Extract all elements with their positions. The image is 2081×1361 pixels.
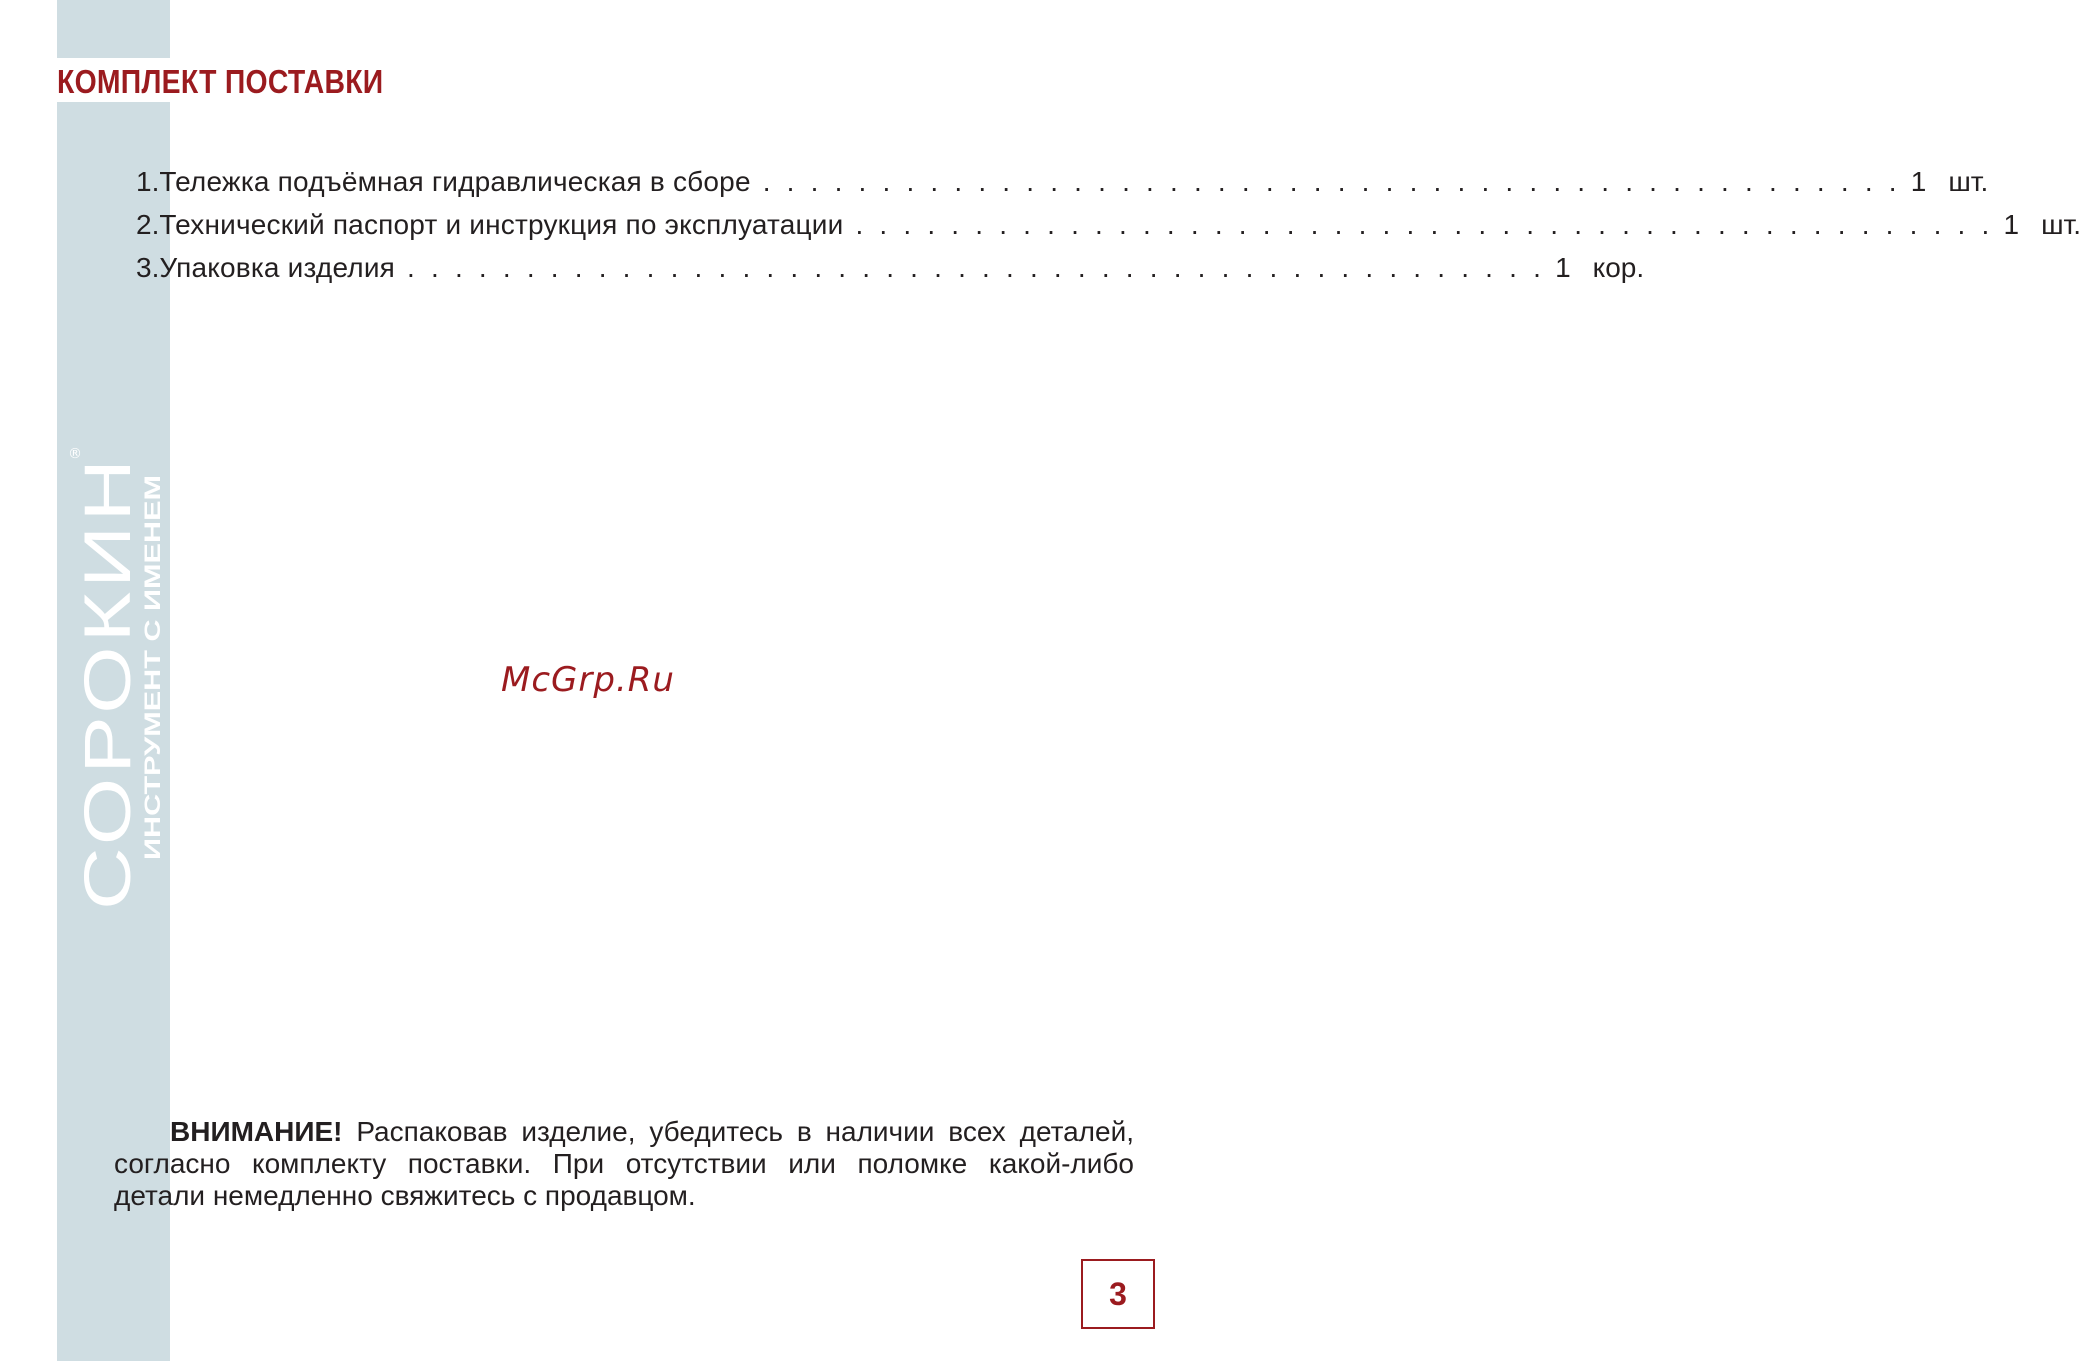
- brand-tagline: ИНСТРУМЕНТ С ИМЕНЕМ: [140, 583, 165, 860]
- page-number: 3: [1081, 1259, 1155, 1329]
- item-number: 2.: [136, 209, 160, 240]
- item-unit: кор.: [1592, 252, 1645, 283]
- list-item: [128, 246, 1645, 289]
- item-name: Тележка подъёмная гидравлическая в сборе: [159, 166, 751, 197]
- item-quantity: 1: [1910, 166, 1927, 197]
- delivery-list: [128, 160, 2081, 289]
- item-number: 3.: [136, 252, 160, 283]
- watermark-text: McGrp.Ru: [501, 660, 675, 700]
- item-unit: шт.: [2041, 209, 2081, 240]
- list-item: [128, 203, 2081, 246]
- item-unit: шт.: [1948, 166, 1989, 197]
- list-item: [128, 160, 1989, 203]
- registered-mark: ®: [68, 446, 82, 462]
- item-number: 1.: [136, 166, 160, 197]
- warning-label: ВНИМАНИЕ!: [170, 1116, 343, 1147]
- page-title: КОМПЛЕКТ ПОСТАВКИ: [57, 63, 384, 100]
- warning-paragraph: [114, 1116, 1134, 1212]
- brand-logo: [60, 440, 166, 920]
- warning-text: Распаковав изделие, убедитесь в наличии всех деталей, согласно комплекту поставки. При отсутствии или поломке какой-либо детали немедленно свяжитесь с продавцом.: [114, 1116, 1135, 1211]
- dot-leader: . . . . . . . . . . . . . . . . . . . . . . . . . . . . . . . . . . . . . . . . . . . . . . . .: [762, 166, 1901, 197]
- dot-leader: . . . . . . . . . . . . . . . . . . . . . . . . . . . . . . . . . . . . . . . . . . . . . . . .: [855, 209, 1994, 240]
- item-name: Упаковка изделия: [159, 252, 396, 283]
- item-quantity: 1: [2003, 209, 2020, 240]
- item-name: Технический паспорт и инструкция по эксплуатации: [159, 209, 844, 240]
- item-quantity: 1: [1555, 252, 1571, 283]
- dot-leader: . . . . . . . . . . . . . . . . . . . . . . . . . . . . . . . . . . . . . . . . . . . . . . . .: [407, 252, 1546, 283]
- brand-name: СОРОКИН: [70, 563, 144, 910]
